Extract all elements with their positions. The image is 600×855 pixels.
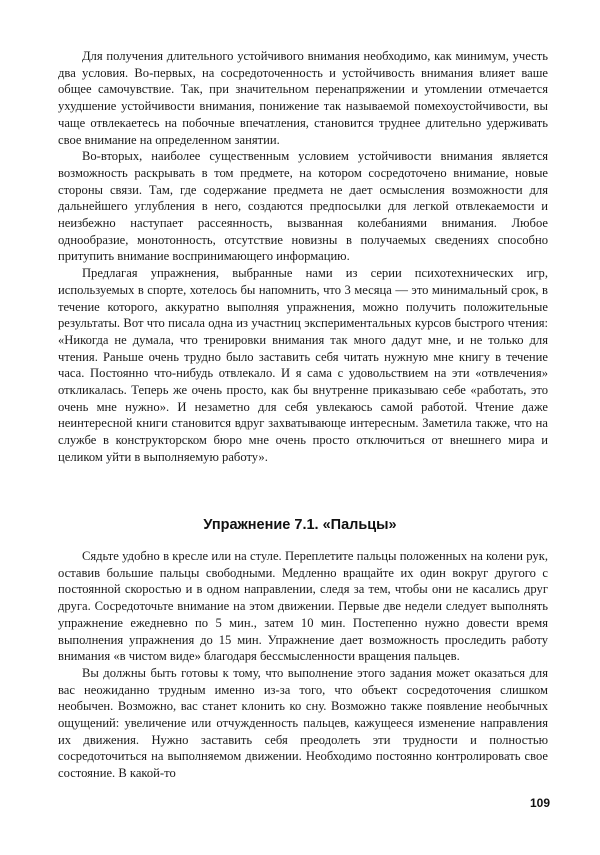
page-number: 109 <box>529 796 550 810</box>
paragraph-conditions: Для получения длительного устойчивого внимания необходимо, как минимум, учесть два условия. Во-первых, на сосредоточенность и устойчивость внимания влияет ваше общее самочувствие. Так, при значительном перенапряжении и утомлении отмечается ухудшение устойчивости внимания, понижение так называемой помехоустойчивости, вы чаще отвлекаетесь на побочные впечатления, становится труднее длительно удерживать свое внимание на определенном занятии. <box>58 49 548 147</box>
paragraph-second-condition: Во-вторых, наиболее существенным условием устойчивости внимания является возможность раскрывать в том предмете, на котором сосредоточено внимание, новые стороны связи. Там, где содержание предмета не дает осмысления возможности для дальнейшего углубления в него, создаются предпосылки для легкой отвлекаемости и неизбежно наступает рассеянность, вызванная колебаниями внимания. Любое однообразие, монотонность, отсутствие новизны в получаемых сведениях способно притупить внимание воспринимающего информацию. <box>58 149 548 264</box>
exercise-text-block <box>58 548 548 782</box>
exercise-heading: Упражнение 7.1. «Пальцы» <box>203 517 397 533</box>
paragraph-exercises-quote: Предлагая упражнения, выбранные нами из серии психотехнических игр, используемых в спорте, хотелось бы напомнить, что 3 месяца — это минимальный срок, в течение которого, аккуратно выполняя упражнения, можно получить положительные результаты. Вот что писала одна из участниц экспериментальных курсов быстрого чтения: «Никогда не думала, что тренировки внимания так много дадут мне, и не только для чтения. Раньше очень трудно было заставить себя читать нужную мне книгу в течение часа. Постоянно что-нибудь отвлекало. И я сама с удовольствием на эти «отвлечения» откликалась. Теперь же очень просто, как бы внутренне приказываю себе «работать, это очень мне нужно». И незаметно для себя увлекаюсь самой работой. Чтение даже неинтересной книги становится вдруг захватывающе интересным. Заметила также, что на службе в конструкторском бюро мне очень просто отключиться от внешнего мира и целиком уйти в выполняемую работу». <box>58 266 548 464</box>
paragraph-exercise-difficulties: Вы должны быть готовы к тому, что выполнение этого задания может оказаться для вас неожиданно трудным именно из-за того, что объект сосредоточения слишком необычен. Возможно, вас станет клонить ко сну. Возможно также появление необычных ощущений: увеличение или отчужденность пальцев, кажущееся изменение направления их движения. Нужно заставить себя преодолеть эти трудности и полностью сосредоточиться на выполняемом движении. Необходимо постоянно контролировать свое состояние. В какой-то <box>58 665 548 781</box>
intro-text-block <box>58 48 548 466</box>
paragraph-exercise-instructions: Сядьте удобно в кресле или на стуле. Переплетите пальцы положенных на колени рук, оставив большие пальцы свободными. Медленно вращайте их один вокруг другого с постоянной скоростью и в одном направлении, следя за тем, чтобы они не касались друг друга. Сосредоточьте внимание на этом движении. Первые две недели следует выполнять упражнение ежедневно по 5 мин., затем 10 мин. Постепенно нужно довести время выполнения упражнения до 15 мин. Упражнение дает возможность проследить работу внимания «в чистом виде» благодаря бессмысленности вращения пальцев. <box>58 549 548 664</box>
